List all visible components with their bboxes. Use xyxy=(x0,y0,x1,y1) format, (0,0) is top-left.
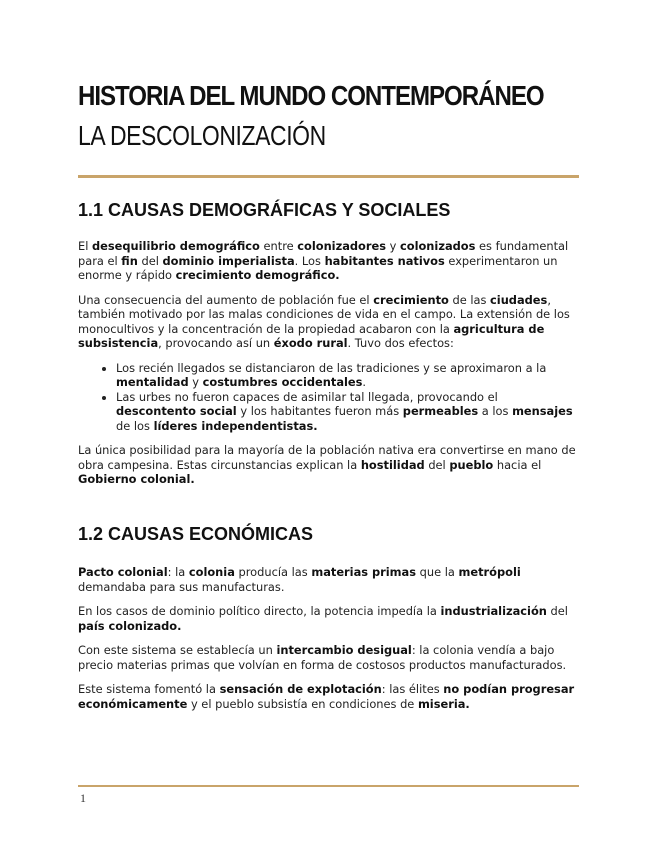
bullet-list xyxy=(78,361,578,434)
text-run: Una consecuencia del aumento de población fue el xyxy=(78,292,374,307)
section-heading-demographic: 1.1 CAUSAS DEMOGRÁFICAS Y SOCIALES xyxy=(78,200,451,220)
text-run: : la xyxy=(167,565,189,579)
text-run: del xyxy=(137,253,163,268)
paragraph xyxy=(78,443,578,487)
text-run: El xyxy=(78,239,92,253)
text-run: hacia el xyxy=(493,457,542,472)
text-run: de los xyxy=(116,418,154,433)
bold-text: crecimiento xyxy=(373,292,449,307)
bold-text: hostilidad xyxy=(360,457,425,472)
list-item xyxy=(116,361,578,390)
section-demographic-body xyxy=(78,239,578,497)
text-run: y xyxy=(386,239,400,253)
text-run: . Los xyxy=(294,253,325,268)
text-run: que la xyxy=(416,565,459,579)
text-run: : las élites xyxy=(381,682,444,696)
bold-text: colonia xyxy=(188,565,235,579)
text-run: es fundamental para el xyxy=(78,239,569,268)
bold-text: sensación de explotación xyxy=(219,682,382,696)
bold-text: metrópoli xyxy=(458,565,521,579)
bold-text: materias primas xyxy=(311,565,417,579)
text-run: La única posibilidad para la mayoría de la población nativa era convertirse en mano de obra campesina. Estas circunstancias explican la xyxy=(78,443,576,472)
bold-text: fin xyxy=(121,253,138,268)
text-run: . xyxy=(362,375,367,389)
document-title: HISTORIA DEL MUNDO CONTEMPORÁNEO xyxy=(78,80,544,111)
text-run: , provocando así un xyxy=(158,336,274,350)
text-run: Los recién llegados se distanciaron de las tradiciones y se aproximaron a la xyxy=(116,360,547,375)
bold-text: colonizados xyxy=(400,239,476,253)
footer-divider xyxy=(78,785,579,787)
text-run: de las xyxy=(448,292,491,307)
paragraph xyxy=(78,565,578,594)
text-run: . Tuvo dos efectos: xyxy=(347,336,454,350)
text-run: Con este sistema se establecía un xyxy=(78,643,277,657)
bold-text: país colonizado. xyxy=(78,618,182,633)
bold-text: miseria. xyxy=(417,696,470,711)
bold-text: mensajes xyxy=(512,404,573,418)
bold-text: desequilibrio demográfico xyxy=(91,239,260,253)
document-subtitle: LA DESCOLONIZACIÓN xyxy=(78,120,326,151)
text-run: y los habitantes fueron más xyxy=(236,404,403,418)
bold-text: permeables xyxy=(402,404,479,418)
text-run: y xyxy=(188,375,203,389)
section-heading-economic: 1.2 CAUSAS ECONÓMICAS xyxy=(78,524,314,544)
text-run: : la colonia vendía a bajo precio materias primas que volvían en forma de costosos productos manufacturados. xyxy=(78,643,567,672)
paragraph xyxy=(78,682,578,711)
bold-text: pueblo xyxy=(449,457,494,472)
text-run: y el pueblo subsistía en condiciones de xyxy=(187,696,418,711)
bold-text: Pacto colonial xyxy=(78,565,168,579)
bold-text: colonizadores xyxy=(297,239,387,253)
text-run: experimentaron un enorme y rápido xyxy=(78,253,558,282)
bold-text: descontento social xyxy=(116,404,237,418)
bold-text: crecimiento demográfico. xyxy=(175,268,340,282)
text-run: En los casos de dominio político directo, la potencia impedía la xyxy=(78,604,441,618)
bold-text: costumbres occidentales xyxy=(202,375,363,389)
bold-text: dominio imperialista xyxy=(162,253,295,268)
bold-text: mentalidad xyxy=(116,375,189,389)
text-run: Este sistema fomentó la xyxy=(78,682,220,696)
section-economic-body xyxy=(78,565,578,721)
text-run: a los xyxy=(478,404,513,418)
text-run: Las urbes no fueron capaces de asimilar tal llegada, provocando el xyxy=(116,389,498,404)
paragraph xyxy=(78,604,578,633)
bold-text: industrialización xyxy=(440,604,547,618)
bold-text: intercambio desigual xyxy=(276,643,412,657)
page-number: 1 xyxy=(80,791,86,805)
bold-text: Gobierno colonial. xyxy=(78,472,195,486)
text-run: del xyxy=(546,604,568,618)
paragraph xyxy=(78,293,578,351)
bold-text: éxodo rural xyxy=(273,336,348,350)
text-run: , también motivado por las malas condiciones de vida en el campo. La extensión de los monocultivos y la concentración de la propiedad acabaron con la xyxy=(78,292,570,336)
bold-text: no podían progresar económicamente xyxy=(78,682,575,711)
text-run: del xyxy=(424,457,450,472)
list-item xyxy=(116,390,578,434)
text-run: entre xyxy=(259,239,298,253)
text-run: producía las xyxy=(234,565,312,579)
header-divider xyxy=(78,175,579,178)
bold-text: ciudades xyxy=(490,292,548,307)
bold-text: habitantes nativos xyxy=(324,253,445,268)
paragraph xyxy=(78,239,578,283)
paragraph xyxy=(78,643,578,672)
bold-text: líderes independentistas. xyxy=(153,418,318,433)
bold-text: agricultura de subsistencia xyxy=(78,321,545,350)
text-run: demandaba para sus manufacturas. xyxy=(78,579,285,594)
